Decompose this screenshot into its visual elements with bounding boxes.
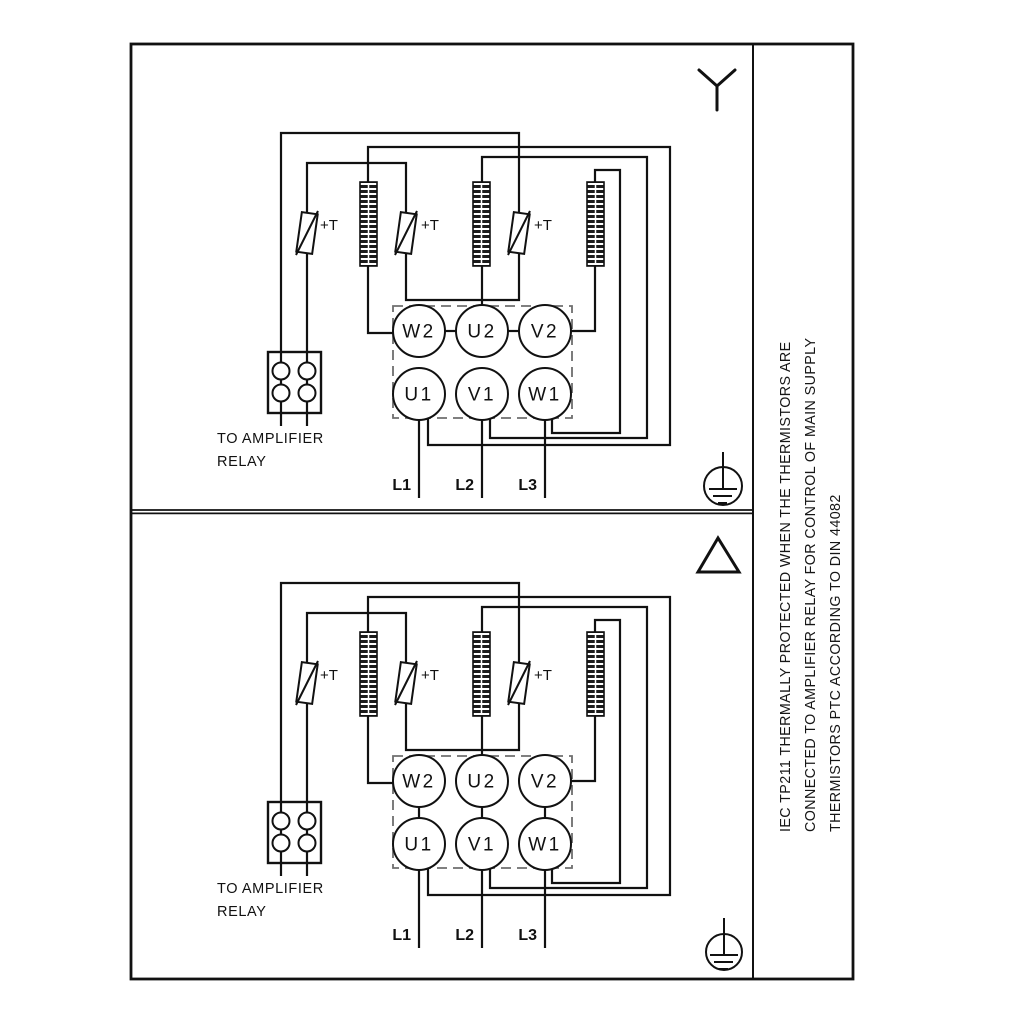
amplifier-relay-box xyxy=(268,802,321,863)
note-column xyxy=(778,338,844,832)
terminal-W1-label: W1 xyxy=(528,834,562,856)
terminal-V2-label: V2 xyxy=(530,771,560,793)
thermistor-3 xyxy=(508,211,530,255)
thermistor-2-label: +T xyxy=(421,217,439,234)
wire-coil3-bottom-to-V2 xyxy=(570,716,595,781)
note-line-1: IEC TP211 THERMALLY PROTECTED WHEN THE THERMISTORS ARE xyxy=(778,341,794,832)
terminal-W1-label: W1 xyxy=(528,384,562,406)
coil-2 xyxy=(473,632,490,716)
supply-label-L2: L2 xyxy=(455,927,474,944)
thermistor-2 xyxy=(395,661,417,705)
wire-coil1-bottom-to-W2 xyxy=(368,716,394,783)
earth-symbol-top xyxy=(704,452,742,505)
supply-label-L1: L1 xyxy=(392,477,411,494)
wire-thermistor2-to-thermistor3 xyxy=(406,253,519,300)
wire-thermistor2-to-thermistor3 xyxy=(406,703,519,750)
amplifier-relay-box xyxy=(268,352,321,413)
terminal-U2-label: U2 xyxy=(467,321,497,343)
wire-coil1-bottom-to-W2 xyxy=(368,266,394,333)
panel-star xyxy=(217,133,670,498)
relay-caption-line1: TO AMPLIFIER xyxy=(217,431,324,447)
terminal-V2-label: V2 xyxy=(530,321,560,343)
relay-caption-line2: RELAY xyxy=(217,454,267,470)
panel-delta xyxy=(217,583,670,948)
coil-1 xyxy=(360,182,377,266)
supply-label-L2: L2 xyxy=(455,477,474,494)
coil-3 xyxy=(587,182,604,266)
terminal-U2-label: U2 xyxy=(467,771,497,793)
relay-caption-line1: TO AMPLIFIER xyxy=(217,881,324,897)
coil-3 xyxy=(587,632,604,716)
terminal-W2-label: W2 xyxy=(402,771,436,793)
supply-label-L3: L3 xyxy=(518,477,537,494)
note-line-2: CONNECTED TO AMPLIFIER RELAY FOR CONTROL OF MAIN SUPPLY xyxy=(803,337,819,832)
wire-coil3-bottom-to-V2 xyxy=(570,266,595,331)
thermistor-3 xyxy=(508,661,530,705)
thermistor-2 xyxy=(395,211,417,255)
supply-label-L1: L1 xyxy=(392,927,411,944)
relay-caption-line2: RELAY xyxy=(217,904,267,920)
thermistor-1-label: +T xyxy=(320,217,338,234)
supply-label-L3: L3 xyxy=(518,927,537,944)
coil-1 xyxy=(360,632,377,716)
terminal-U1-label: U1 xyxy=(404,834,434,856)
terminal-V1-label: V1 xyxy=(467,384,497,406)
terminal-V1-label: V1 xyxy=(467,834,497,856)
delta-symbol xyxy=(698,538,739,572)
coil-2 xyxy=(473,182,490,266)
thermistor-1 xyxy=(296,211,318,255)
wire-thermistor1-to-thermistor2 xyxy=(307,613,406,663)
star-symbol xyxy=(699,70,735,110)
wire-thermistor1-to-thermistor2 xyxy=(307,163,406,213)
terminal-W2-label: W2 xyxy=(402,321,436,343)
thermistor-3-label: +T xyxy=(534,667,552,684)
thermistor-2-label: +T xyxy=(421,667,439,684)
thermistor-1-label: +T xyxy=(320,667,338,684)
terminal-U1-label: U1 xyxy=(404,384,434,406)
thermistor-1 xyxy=(296,661,318,705)
note-line-3: THERMISTORS PTC ACCORDING TO DIN 44082 xyxy=(828,494,844,832)
earth-symbol-bottom xyxy=(706,918,742,970)
thermistor-3-label: +T xyxy=(534,217,552,234)
